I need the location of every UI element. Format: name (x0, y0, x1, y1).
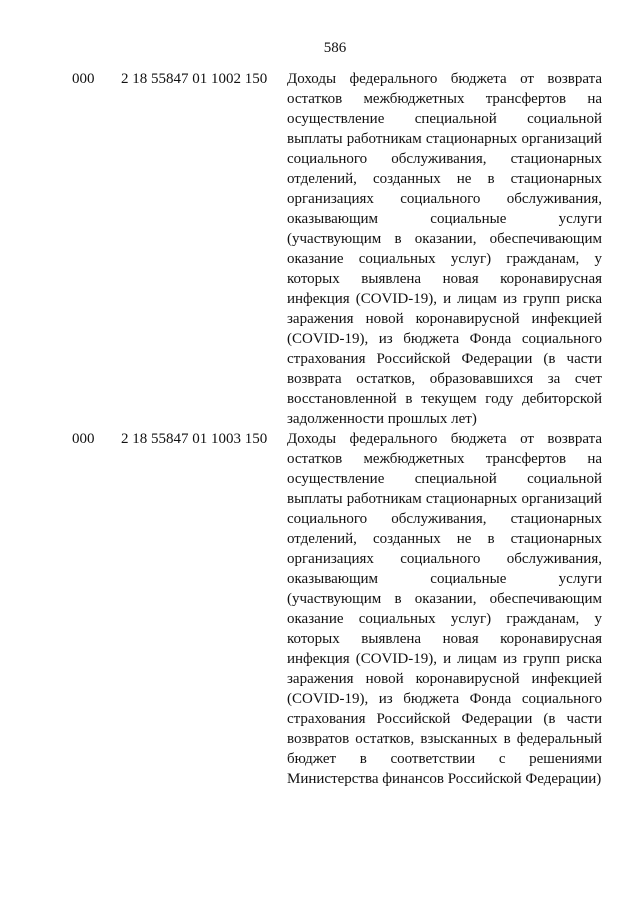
page-number: 586 (323, 40, 347, 56)
budget-classification-code: 2 18 55847 01 1002 150 (121, 71, 268, 87)
budget-classification-code: 2 18 55847 01 1003 150 (121, 431, 268, 447)
admin-code: 000 (72, 431, 95, 447)
admin-code: 000 (72, 71, 95, 87)
income-description: Доходы федерального бюджета от возврата остатков межбюджетных трансфертов на осуществление специальной социальной выплаты работникам стационарных организаций социального обслуживания, стационарных отделений, созданных не в стационарных организациях социального обслуживания, оказывающим социальные услуги (участвующим в оказании, обеспечивающим оказание социальных услуг) гражданам, у которых выявлена новая коронавирусная инфекция (COVID-19), и лицам из групп риска заражения новой коронавирусной инфекцией (COVID-19), из бюджета Фонда социального страхования Российской Федерации (в части возвратов остатков, взысканных в федеральный бюджет в соответствии с решениями Министерства финансов Российской Федерации) (287, 431, 602, 787)
income-description: Доходы федерального бюджета от возврата остатков межбюджетных трансфертов на осуществление специальной социальной выплаты работникам стационарных организаций социального обслуживания, стационарных отделений, созданных не в стационарных организациях социального обслуживания, оказывающим социальные услуги (участвующим в оказании, обеспечивающим оказание социальных услуг) гражданам, у которых выявлена новая коронавирусная инфекция (COVID-19), и лицам из групп риска заражения новой коронавирусной инфекцией (COVID-19), из бюджета Фонда социального страхования Российской Федерации (в части возврата остатков, образовавшихся за счет восстановленной в текущем году дебиторской задолженности прошлых лет) (287, 71, 602, 427)
